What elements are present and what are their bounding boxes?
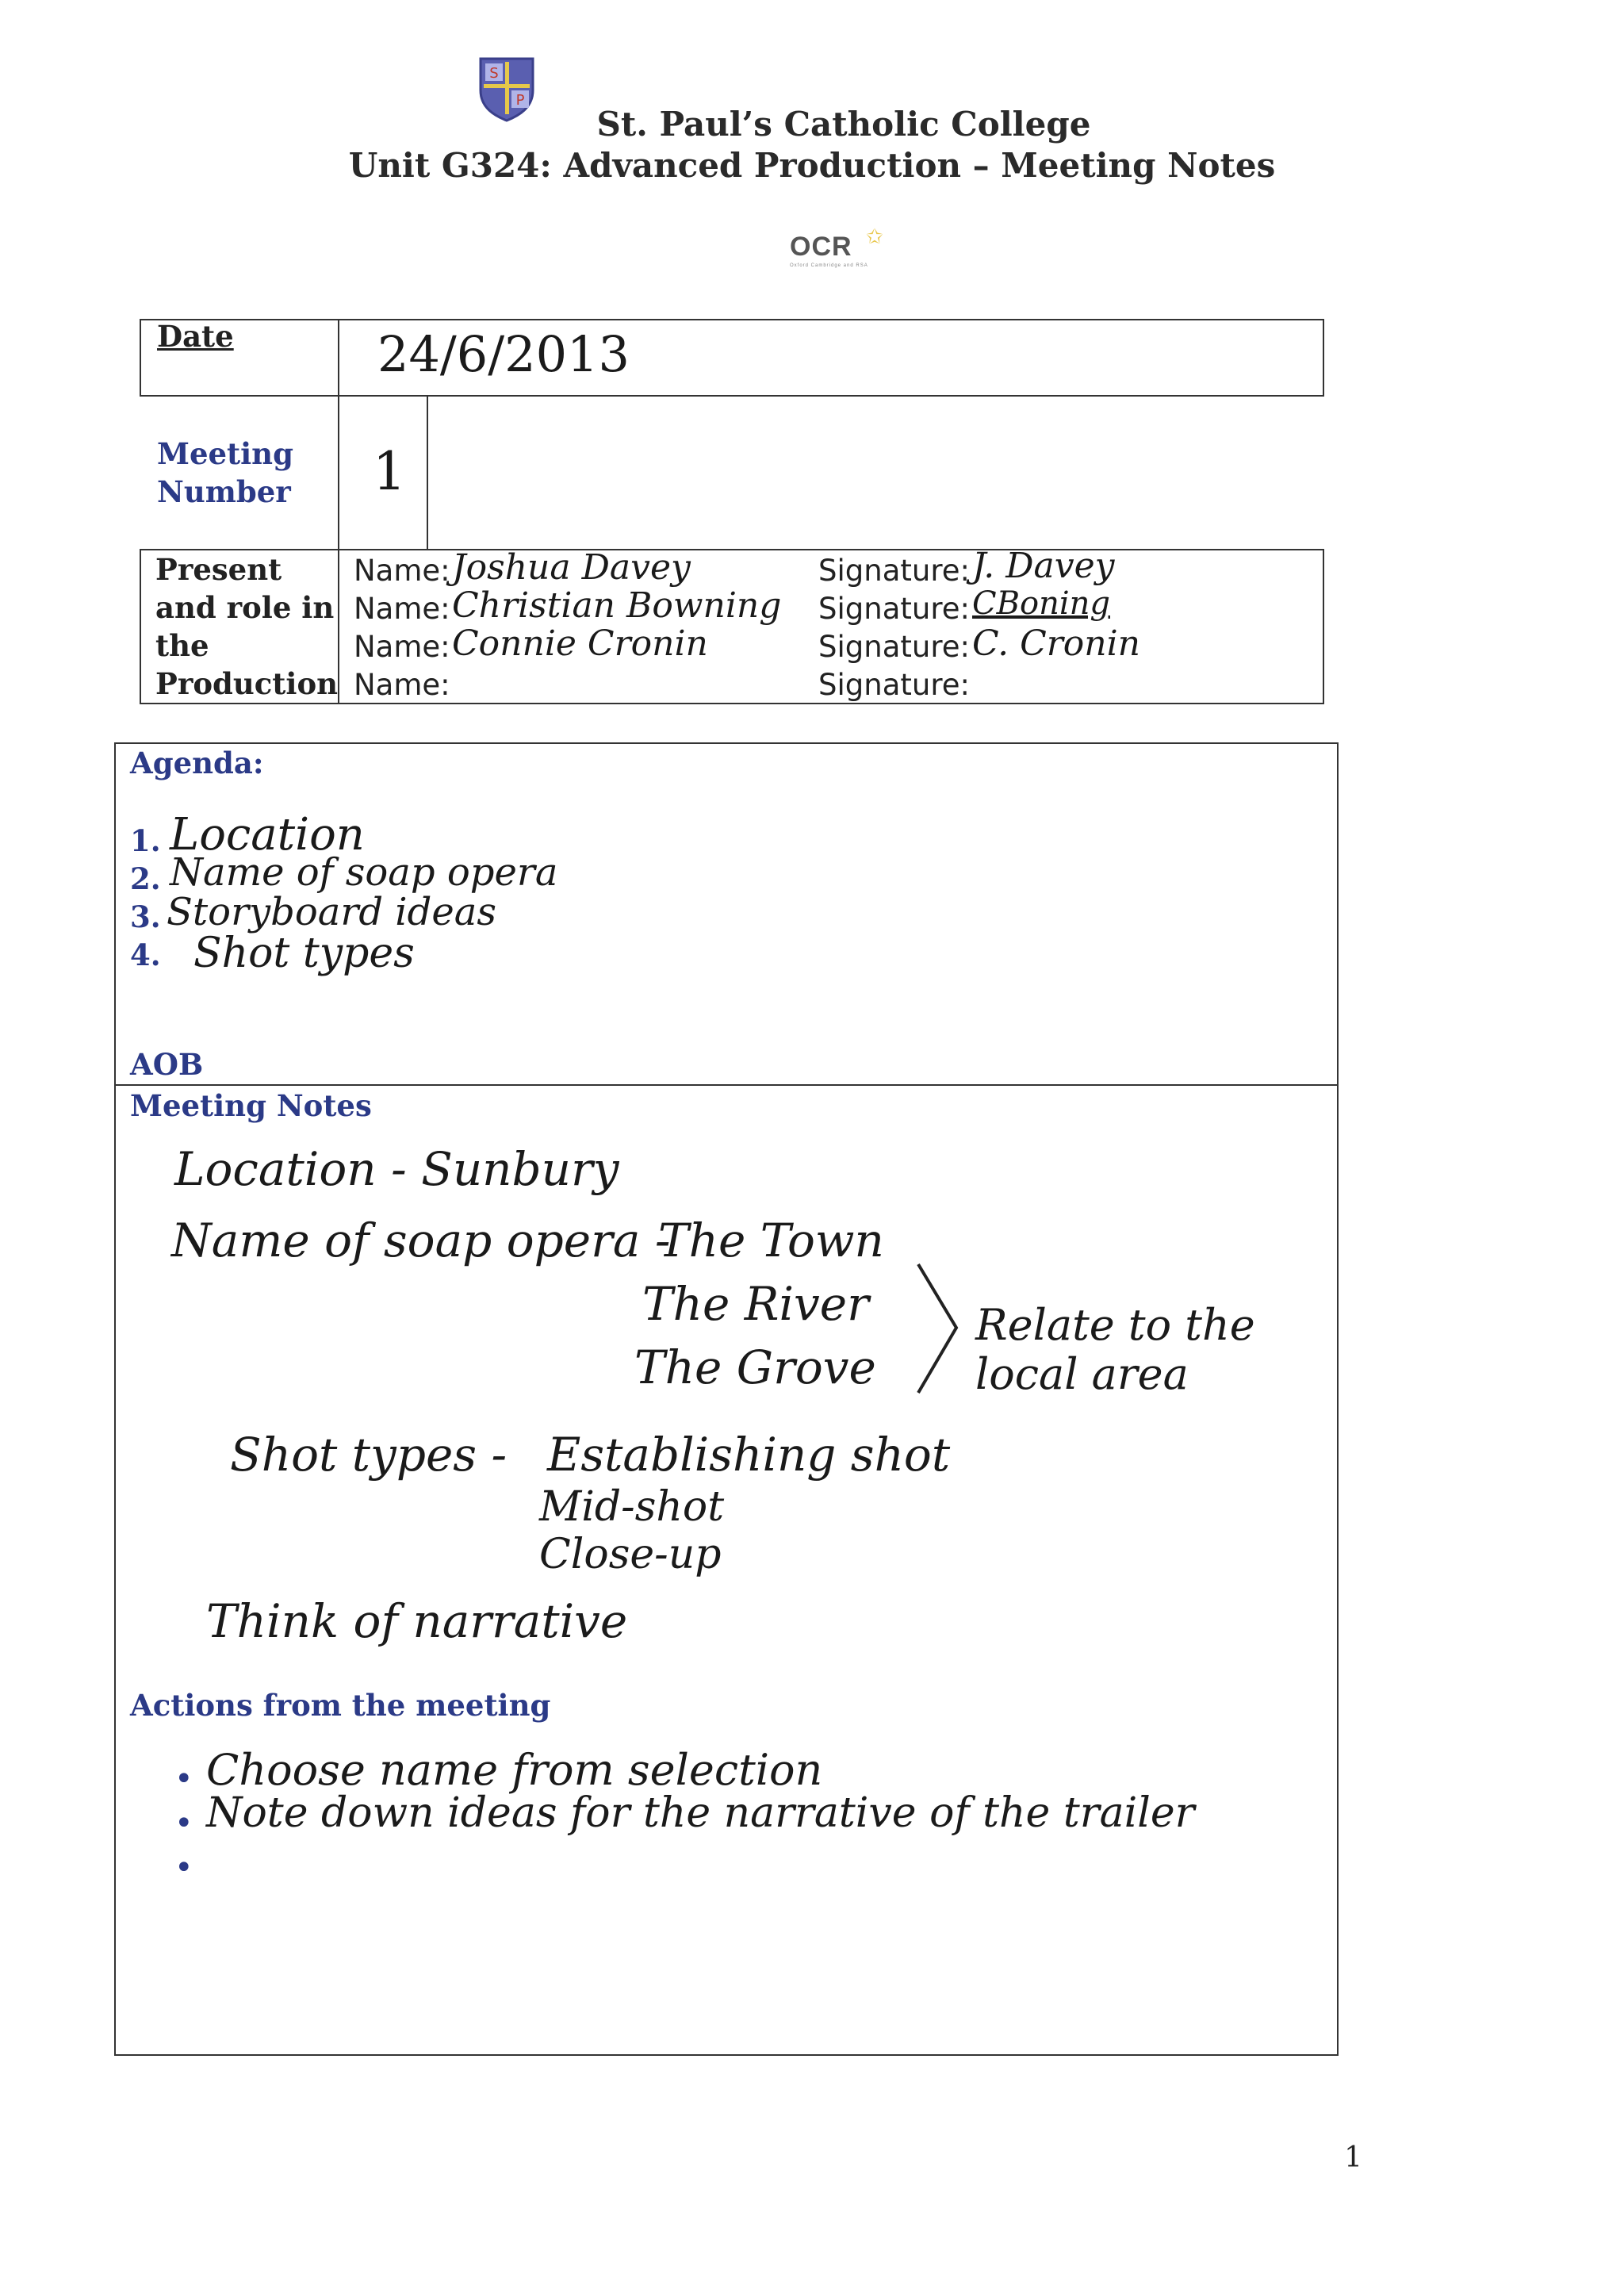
meeting-number-label: Meeting Number [157,436,293,509]
attendee-name: Connie Cronin [452,623,708,664]
meeting-number-value: 1 [373,441,406,502]
agenda-number: 2. [130,861,161,896]
agenda-item: Name of soap opera [170,850,558,895]
signature-label: Signature: [818,554,970,588]
meeting-notes-heading: Meeting Notes [130,1088,372,1123]
agenda-item: Shot types [193,930,415,977]
agenda-item: Storyboard ideas [167,890,497,934]
ocr-logo-text: OCR [790,232,852,262]
bullet-icon: • [174,1761,193,1797]
ocr-logo-tagline: Oxford Cambridge and RSA [790,263,868,268]
agenda-list [130,809,844,1007]
attendee-signature: J. Davey [972,546,1115,586]
shot-type: Establishing shot [547,1428,951,1482]
bullet-icon: • [174,1850,193,1886]
shot-type: Mid-shot [539,1483,725,1531]
signature-label: Signature: [818,592,970,626]
page-number: 1 [1344,2141,1362,2174]
crest-letter-s: S [489,65,499,82]
soap-name-option: The River [642,1277,869,1331]
attendee-signature: C. Cronin [972,623,1141,664]
agenda-number: 4. [130,937,161,972]
notes-narrative: Think of narrative [206,1594,628,1648]
present-label: Present and role in the Production [155,552,339,701]
date-label: Date [157,319,234,354]
notes-relate-note: Relate to the local area [975,1300,1255,1399]
document-title: Unit G324: Advanced Production – Meeting Notes [348,146,1276,185]
notes-location: Location - Sunbury [174,1142,619,1196]
action-item: Choose name from selection [206,1745,823,1795]
agenda-number: 1. [130,823,161,858]
attendee-signature: CBoning [972,585,1111,622]
notes-soap-label: Name of soap opera - [171,1214,671,1267]
date-value: 24/6/2013 [377,325,630,383]
name-label: Name: [354,592,450,626]
action-item: Note down ideas for the narrative of the trailer [206,1789,1195,1837]
name-label: Name: [354,668,450,702]
name-label: Name: [354,630,450,664]
aob-label: AOB [130,1047,204,1082]
star-icon: ✩ [866,225,883,249]
signature-label: Signature: [818,668,970,702]
actions-list [174,1745,1332,1904]
bracket-icon [912,1261,967,1399]
soap-name-option: The Town [658,1214,884,1267]
agenda-number: 3. [130,899,161,934]
bullet-icon: • [174,1805,193,1842]
name-label: Name: [354,554,450,588]
attendee-name: Joshua Davey [452,547,691,588]
shot-type: Close-up [539,1531,722,1578]
attendee-name: Christian Bowning [452,585,782,626]
agenda-item: Location [170,809,365,861]
college-name: St. Paul’s Catholic College [596,105,1091,144]
ocr-logo [790,225,893,276]
soap-name-option: The Grove [634,1340,876,1394]
actions-heading: Actions from the meeting [130,1688,551,1723]
signature-label: Signature: [818,630,970,664]
agenda-heading: Agenda: [130,746,264,780]
date-row [140,319,1324,397]
notes-shot-label: Shot types - [230,1428,508,1482]
crest-letter-p: P [515,92,525,109]
